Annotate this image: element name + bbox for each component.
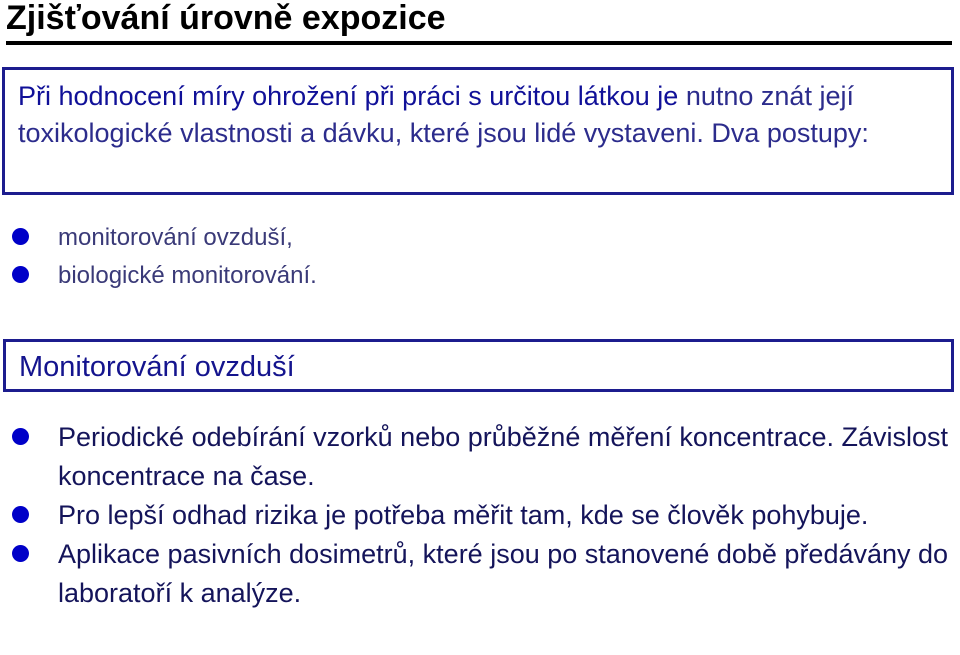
intro-lead: Při hodnocení míry ohrožení při práci s určitou látkou je <box>18 81 679 111</box>
intro-rest: nutno znát její toxikologické vlastnosti a dávku, které jsou lidé vystaveni. Dva postupy: <box>18 81 869 148</box>
section-points-list <box>0 418 960 613</box>
point-text: Aplikace pasivních dosimetrů, které jsou po stanovené době předávány do laboratoří k analýze. <box>58 539 949 608</box>
point-text: Periodické odebírání vzorků nebo průběžné měření koncentrace. Závislost koncentrace na čase. <box>58 422 948 491</box>
section-heading-box <box>3 339 954 392</box>
bullet-dot-icon <box>12 545 29 562</box>
bullet-dot-icon <box>12 228 29 245</box>
list-item <box>0 418 960 496</box>
approaches-list <box>0 219 960 295</box>
section-heading: Monitorování ovzduší <box>19 351 295 383</box>
list-item <box>0 257 960 295</box>
intro-text <box>18 78 951 151</box>
bullet-dot-icon <box>12 428 29 445</box>
list-item <box>0 535 960 613</box>
title-underline <box>6 41 952 45</box>
approach-text: biologické monitorování. <box>58 262 317 289</box>
bullet-dot-icon <box>12 266 29 283</box>
list-item <box>0 219 960 257</box>
point-text: Pro lepší odhad rizika je potřeba měřit tam, kde se člověk pohybuje. <box>58 500 869 530</box>
list-item <box>0 496 960 535</box>
slide-title: Zjišťování úrovně expozice <box>6 0 446 37</box>
intro-box <box>2 67 954 195</box>
bullet-dot-icon <box>12 506 29 523</box>
approach-text: monitorování ovzduší, <box>58 224 293 251</box>
